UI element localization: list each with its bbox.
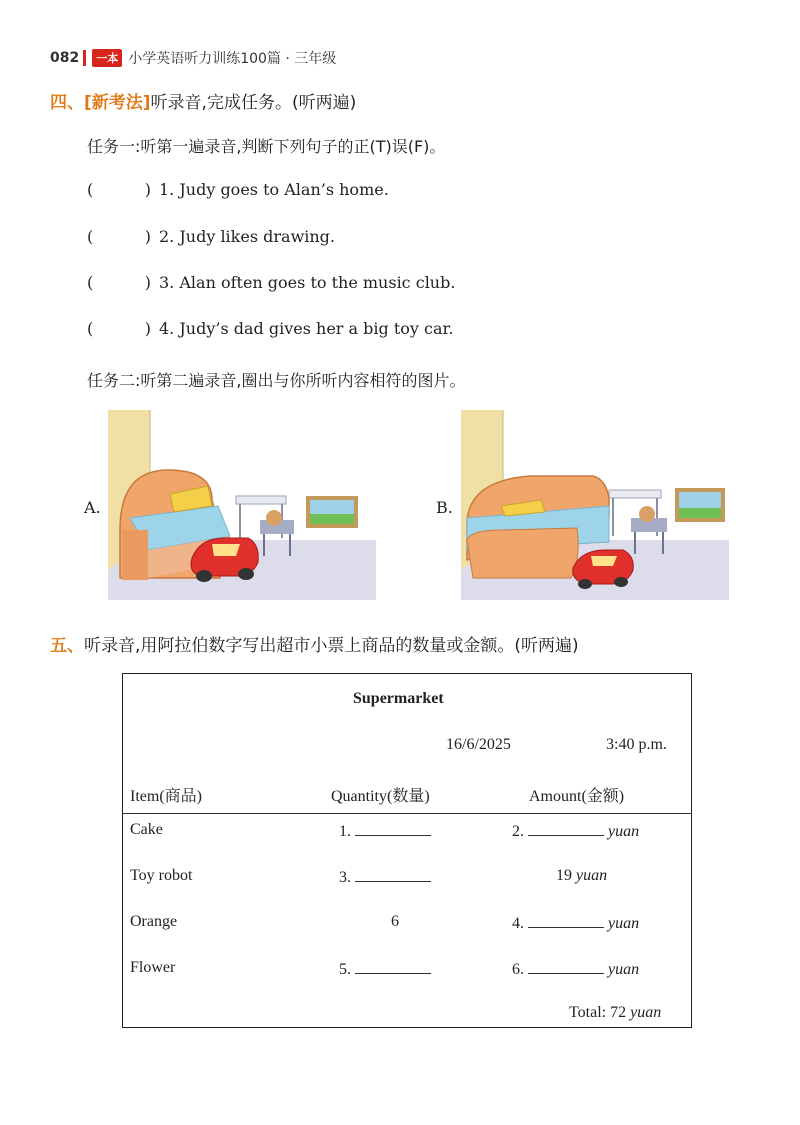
paren-close: ) <box>144 273 151 292</box>
unit-label: yuan <box>576 867 608 884</box>
task-1-title: 任务一:听第一遍录音,判断下列句子的正(T)误(F)。 <box>87 137 446 156</box>
paren-open: ( <box>87 319 94 338</box>
answer-line[interactable] <box>355 867 431 882</box>
receipt-item: Toy robot <box>130 867 193 884</box>
unit-label: yuan <box>608 823 640 840</box>
receipt-total <box>569 1004 661 1022</box>
task-2-title: 任务二:听第二遍录音,圈出与你所听内容相符的图片。 <box>87 371 466 390</box>
question-text: 4. Judy’s dad gives her a big toy car. <box>159 319 454 338</box>
total-value: 72 <box>610 1004 627 1021</box>
section-5-number: 五、 <box>50 636 84 656</box>
blank-number: 3. <box>339 869 351 886</box>
answer-line[interactable] <box>528 959 604 974</box>
paren-close: ) <box>144 319 151 338</box>
paren-close: ) <box>144 180 151 199</box>
receipt-item: Flower <box>130 959 176 976</box>
unit-label: yuan <box>608 915 640 932</box>
question-text: 1. Judy goes to Alan’s home. <box>159 180 389 199</box>
brand-badge: 一本 <box>92 49 122 67</box>
blank-number: 2. <box>512 823 524 840</box>
supermarket-receipt <box>122 673 692 1028</box>
question-row <box>87 273 455 292</box>
amount-blank[interactable] <box>512 913 639 933</box>
answer-blank[interactable] <box>87 180 151 199</box>
section-4-heading <box>50 88 356 113</box>
paren-open: ( <box>87 180 94 199</box>
paren-open: ( <box>87 227 94 246</box>
header-rule <box>123 813 691 814</box>
section-4-instruction: 听录音,完成任务。(听两遍) <box>150 93 357 113</box>
bedroom-picture-b[interactable] <box>461 410 729 600</box>
blank-number: 4. <box>512 915 524 932</box>
amount-value <box>556 867 607 885</box>
blank-number: 5. <box>339 961 351 978</box>
question-text: 2. Judy likes drawing. <box>159 227 336 246</box>
book-title: 小学英语听力训练100篇 · 三年级 <box>128 51 337 67</box>
column-header-item: Item(商品) <box>130 788 202 805</box>
picture-b-label: B. <box>436 498 453 517</box>
question-row <box>87 180 389 199</box>
unit-label: yuan <box>608 961 640 978</box>
paren-close: ) <box>144 227 151 246</box>
answer-line[interactable] <box>528 821 604 836</box>
section-5-heading <box>50 631 579 656</box>
section-5-instruction: 听录音,用阿拉伯数字写出超市小票上商品的数量或金额。(听两遍) <box>84 636 579 656</box>
amount-blank[interactable] <box>512 959 639 979</box>
section-4-tag: [新考法] <box>84 93 151 113</box>
quantity-value: 6 <box>391 913 399 930</box>
total-label: Total: <box>569 1004 607 1021</box>
quantity-blank[interactable] <box>339 867 431 887</box>
receipt-title: Supermarket <box>353 690 444 707</box>
receipt-item: Orange <box>130 913 178 930</box>
receipt-time: 3:40 p.m. <box>606 736 667 753</box>
paren-open: ( <box>87 273 94 292</box>
receipt-item: Cake <box>130 821 163 838</box>
page-number: 082 <box>50 50 80 66</box>
header-divider <box>83 50 86 66</box>
column-header-amount: Amount(金额) <box>529 788 625 805</box>
question-text: 3. Alan often goes to the music club. <box>159 273 456 292</box>
question-row <box>87 227 335 246</box>
answer-blank[interactable] <box>87 227 151 246</box>
answer-line[interactable] <box>355 821 431 836</box>
question-row <box>87 319 454 338</box>
answer-blank[interactable] <box>87 273 151 292</box>
answer-blank[interactable] <box>87 319 151 338</box>
quantity-blank[interactable] <box>339 959 431 979</box>
page-header <box>50 48 336 68</box>
answer-line[interactable] <box>355 959 431 974</box>
unit-label: yuan <box>630 1004 662 1021</box>
picture-a-label: A. <box>84 498 101 517</box>
blank-number: 6. <box>512 961 524 978</box>
blank-number: 1. <box>339 823 351 840</box>
section-4-number: 四、 <box>50 93 84 113</box>
column-header-quantity: Quantity(数量) <box>331 788 430 805</box>
receipt-date: 16/6/2025 <box>446 736 511 753</box>
amount-blank[interactable] <box>512 821 639 841</box>
bedroom-picture-a[interactable] <box>108 410 376 600</box>
answer-line[interactable] <box>528 913 604 928</box>
quantity-blank[interactable] <box>339 821 431 841</box>
amount-number: 19 <box>556 867 572 884</box>
